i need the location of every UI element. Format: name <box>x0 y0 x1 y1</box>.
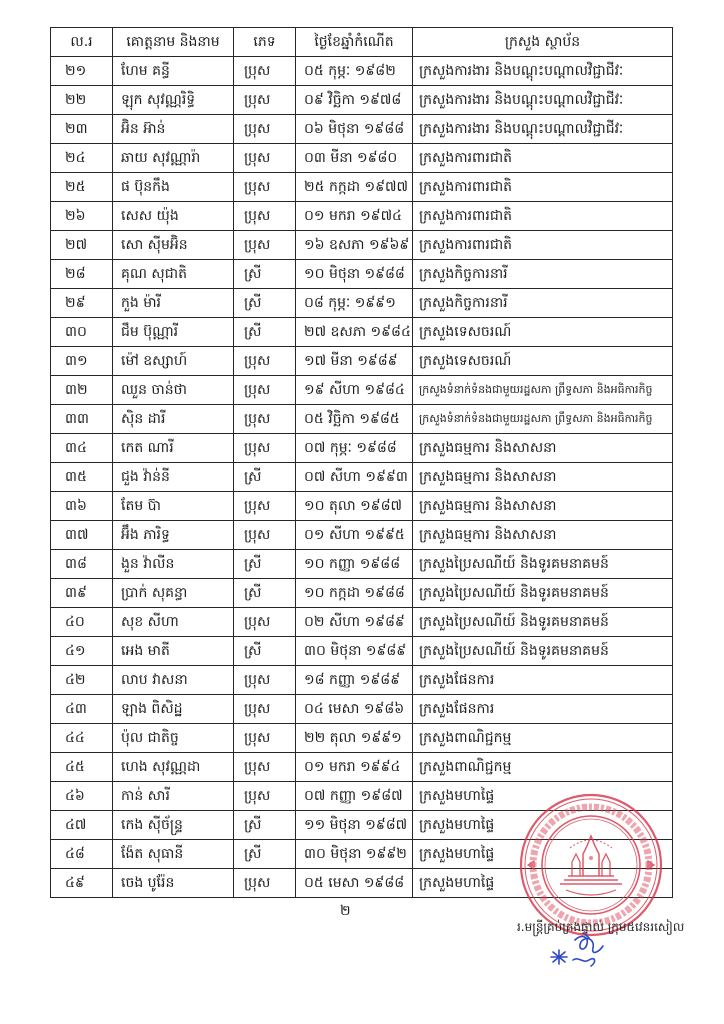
row-number-cell: ៣៩ <box>51 579 113 608</box>
birth-date-cell: ០៩ វិច្ឆិកា ១៩៧៨ <box>296 86 413 115</box>
table-row <box>51 57 673 86</box>
birth-date-cell: ៣០ មិថុនា ១៩៩២ <box>296 840 413 869</box>
ministry-cell: ក្រសួងមហាផ្ទៃ <box>413 840 673 869</box>
table-row <box>51 115 673 144</box>
table-row <box>51 869 673 898</box>
name-cell: កួង ម៉ារី <box>113 289 234 318</box>
sex-cell: ប្រុស <box>234 724 296 753</box>
personnel-table <box>50 27 673 898</box>
row-number-cell: ៤១ <box>51 637 113 666</box>
name-cell: អេង មាតី <box>113 637 234 666</box>
row-number-cell: ២៨ <box>51 260 113 289</box>
name-cell: ផ ប៊ុនកឹង <box>113 173 234 202</box>
table-row <box>51 637 673 666</box>
table-row <box>51 550 673 579</box>
birth-date-cell: ១៧ មីនា ១៩៨៩ <box>296 347 413 376</box>
sex-cell: ប្រុស <box>234 115 296 144</box>
sex-cell: ស្រី <box>234 579 296 608</box>
ministry-cell: ក្រសួងទំនាក់ទំនងជាមួយរដ្ឋសភា ព្រឹទ្ធសភា និងអធិការកិច្ច <box>413 376 673 405</box>
header-sex: ភេទ <box>234 28 296 57</box>
ministry-cell: ក្រសួងការពារជាតិ <box>413 173 673 202</box>
birth-date-cell: ០៧ កុម្ភៈ ១៩៨៨ <box>296 434 413 463</box>
row-number-cell: ៤៨ <box>51 840 113 869</box>
ministry-cell: ក្រសួងទេសចរណ៍ <box>413 347 673 376</box>
sex-cell: ស្រី <box>234 840 296 869</box>
sex-cell: ប្រុស <box>234 869 296 898</box>
ministry-cell: ក្រសួងធម្មការ និងសាសនា <box>413 492 673 521</box>
row-number-cell: ៣២ <box>51 376 113 405</box>
table-header <box>51 28 673 57</box>
header-no: ល.រ <box>51 28 113 57</box>
name-cell: សោ ស៊ីមអ៊ិន <box>113 231 234 260</box>
sex-cell: ប្រុស <box>234 376 296 405</box>
table-body <box>51 57 673 898</box>
birth-date-cell: ០៤ មេសា ១៩៨៦ <box>296 695 413 724</box>
name-cell: ស៊ិន ដារី <box>113 405 234 434</box>
birth-date-cell: ១៩ សីហា ១៩៨៤ <box>296 376 413 405</box>
table-row <box>51 434 673 463</box>
table-row <box>51 86 673 115</box>
sex-cell: ប្រុស <box>234 695 296 724</box>
birth-date-cell: ០១ មករា ១៩៧៤ <box>296 202 413 231</box>
ministry-cell: ក្រសួងធម្មការ និងសាសនា <box>413 463 673 492</box>
name-cell: តែម ប៊ា <box>113 492 234 521</box>
birth-date-cell: ២៥ កក្កដា ១៩៧៧ <box>296 173 413 202</box>
name-cell: កាន់ សារី <box>113 782 234 811</box>
row-number-cell: ៣៤ <box>51 434 113 463</box>
sex-cell: ប្រុស <box>234 666 296 695</box>
table-row <box>51 753 673 782</box>
birth-date-cell: ០៧ កញ្ញា ១៩៨៧ <box>296 782 413 811</box>
ministry-cell: ក្រសួងមហាផ្ទៃ <box>413 811 673 840</box>
ministry-cell: ក្រសួងការពារជាតិ <box>413 144 673 173</box>
row-number-cell: ២៥ <box>51 173 113 202</box>
ministry-cell: ក្រសួងការពារជាតិ <box>413 231 673 260</box>
name-cell: ឡុក សុវណ្ណរិទ្ធិ <box>113 86 234 115</box>
row-number-cell: ២២ <box>51 86 113 115</box>
name-cell: ឡាង ពិសិដ្ឋ <box>113 695 234 724</box>
sex-cell: ស្រី <box>234 260 296 289</box>
ministry-cell: ក្រសួងធម្មការ និងសាសនា <box>413 434 673 463</box>
birth-date-cell: ១១ មិថុនា ១៩៨៧ <box>296 811 413 840</box>
table-row <box>51 724 673 753</box>
ministry-cell: ក្រសួងទេសចរណ៍ <box>413 318 673 347</box>
birth-date-cell: ១៦ ឧសភា ១៩៦៩ <box>296 231 413 260</box>
birth-date-cell: ០១ សីហា ១៩៩៥ <box>296 521 413 550</box>
header-name: គោត្តនាម និងនាម <box>113 28 234 57</box>
ministry-cell: ក្រសួងកិច្ចការនារី <box>413 260 673 289</box>
birth-date-cell: ២៧ ឧសភា ១៩៨៤ <box>296 318 413 347</box>
sex-cell: ប្រុស <box>234 86 296 115</box>
ministry-cell: ក្រសួងការពារជាតិ <box>413 202 673 231</box>
sex-cell: ប្រុស <box>234 202 296 231</box>
name-cell: ម៉ៅ ឧស្សាហ៍ <box>113 347 234 376</box>
ministry-cell: ក្រសួងប្រៃសណីយ៍ និងទូរគមនាគមន៍ <box>413 550 673 579</box>
table-row <box>51 492 673 521</box>
row-number-cell: ២៤ <box>51 144 113 173</box>
header-row <box>51 28 673 57</box>
row-number-cell: ២៦ <box>51 202 113 231</box>
row-number-cell: ៣០ <box>51 318 113 347</box>
table-row <box>51 376 673 405</box>
row-number-cell: ៤២ <box>51 666 113 695</box>
table-row <box>51 811 673 840</box>
name-cell: សុខ សីហា <box>113 608 234 637</box>
sex-cell: ស្រី <box>234 550 296 579</box>
birth-date-cell: ០៣ មីនា ១៩៨០ <box>296 144 413 173</box>
birth-date-cell: ០២ សីហា ១៩៨៩ <box>296 608 413 637</box>
row-number-cell: ៣៥ <box>51 463 113 492</box>
ministry-cell: ក្រសួងប្រៃសណីយ៍ និងទូរគមនាគមន៍ <box>413 608 673 637</box>
table-row <box>51 289 673 318</box>
ministry-cell: ក្រសួងមហាផ្ទៃ <box>413 782 673 811</box>
row-number-cell: ៣៣ <box>51 405 113 434</box>
table-row <box>51 347 673 376</box>
table-row <box>51 579 673 608</box>
sex-cell: ប្រុស <box>234 521 296 550</box>
row-number-cell: ៣១ <box>51 347 113 376</box>
ministry-cell: ក្រសួងផែនការ <box>413 666 673 695</box>
sex-cell: ស្រី <box>234 289 296 318</box>
row-number-cell: ២៣ <box>51 115 113 144</box>
sex-cell: ប្រុស <box>234 57 296 86</box>
ministry-cell: ក្រសួងធម្មការ និងសាសនា <box>413 521 673 550</box>
sex-cell: ប្រុស <box>234 753 296 782</box>
sex-cell: ស្រី <box>234 811 296 840</box>
sex-cell: ស្រី <box>234 637 296 666</box>
footer-note: រ.មន្ត្រីគ្រប់គ្រងផ្ទាល់ ក្រុម៥វេនរសៀល <box>517 920 685 934</box>
table-row <box>51 840 673 869</box>
row-number-cell: ២១ <box>51 57 113 86</box>
name-cell: ប្រាក់ សុគន្ធា <box>113 579 234 608</box>
name-cell: ឈួន ចាន់ថា <box>113 376 234 405</box>
name-cell: ជឹម ប៊ុណ្ណារី <box>113 318 234 347</box>
sex-cell: ប្រុស <box>234 144 296 173</box>
row-number-cell: ២៧ <box>51 231 113 260</box>
sex-cell: ប្រុស <box>234 405 296 434</box>
table-row <box>51 318 673 347</box>
birth-date-cell: ០៨ កុម្ភៈ ១៩៩១ <box>296 289 413 318</box>
sex-cell: ប្រុស <box>234 434 296 463</box>
name-cell: ហែម គន្ធី <box>113 57 234 86</box>
birth-date-cell: ០១ មករា ១៩៩៤ <box>296 753 413 782</box>
ministry-cell: ក្រសួងពាណិជ្ជកម្ម <box>413 724 673 753</box>
name-cell: ឆាយ សុវណ្ណារ៉ា <box>113 144 234 173</box>
name-cell: ហេង សុវណ្ណដា <box>113 753 234 782</box>
birth-date-cell: ១០ កក្កដា ១៩៨៨ <box>296 579 413 608</box>
table-row <box>51 173 673 202</box>
sex-cell: ប្រុស <box>234 782 296 811</box>
ministry-cell: ក្រសួងកិច្ចការនារី <box>413 289 673 318</box>
name-cell: កេង ស៊ីច័ន្ទ្រ <box>113 811 234 840</box>
ministry-cell: ក្រសួងផែនការ <box>413 695 673 724</box>
sex-cell: ប្រុស <box>234 608 296 637</box>
birth-date-cell: ០៦ មិថុនា ១៩៨៨ <box>296 115 413 144</box>
handwritten-signature <box>545 930 625 974</box>
birth-date-cell: ០៥ មេសា ១៩៨៨ <box>296 869 413 898</box>
row-number-cell: ៤៤ <box>51 724 113 753</box>
ministry-cell: ក្រសួងទំនាក់ទំនងជាមួយរដ្ឋសភា ព្រឹទ្ធសភា និងអធិការកិច្ច <box>413 405 673 434</box>
name-cell: អ៊ិន អ៊ាន់ <box>113 115 234 144</box>
birth-date-cell: ៣០ មិថុនា ១៩៨៩ <box>296 637 413 666</box>
birth-date-cell: ១០ មិថុនា ១៩៨៨ <box>296 260 413 289</box>
row-number-cell: ៤៩ <box>51 869 113 898</box>
table-row <box>51 202 673 231</box>
row-number-cell: ៣៨ <box>51 550 113 579</box>
table-row <box>51 231 673 260</box>
name-cell: ចេង បូរ៉ែន <box>113 869 234 898</box>
name-cell: គុណ សុជាតិ <box>113 260 234 289</box>
table-row <box>51 608 673 637</box>
page-number: ២ <box>340 903 351 919</box>
row-number-cell: ៤០ <box>51 608 113 637</box>
name-cell: សេស យ៉ុង <box>113 202 234 231</box>
name-cell: ង៉ែត សុធានី <box>113 840 234 869</box>
row-number-cell: ៤៣ <box>51 695 113 724</box>
birth-date-cell: ០៧ សីហា ១៩៩៣ <box>296 463 413 492</box>
name-cell: កេត ណារី <box>113 434 234 463</box>
ministry-cell: ក្រសួងការងារ និងបណ្តុះបណ្តាលវិជ្ជាជីវៈ <box>413 115 673 144</box>
row-number-cell: ៣៦ <box>51 492 113 521</box>
header-ministry: ក្រសួង ស្ថាប័ន <box>413 28 673 57</box>
sex-cell: ប្រុស <box>234 231 296 260</box>
row-number-cell: ៤៧ <box>51 811 113 840</box>
name-cell: ជួង វ៉ាន់នី <box>113 463 234 492</box>
table-row <box>51 405 673 434</box>
sex-cell: ប្រុស <box>234 173 296 202</box>
birth-date-cell: ០៥ វិច្ឆិកា ១៩៨៥ <box>296 405 413 434</box>
row-number-cell: ៣៧ <box>51 521 113 550</box>
sex-cell: ប្រុស <box>234 492 296 521</box>
name-cell: ប៉ុល ជាតិច្ច <box>113 724 234 753</box>
name-cell: លាប វាសនា <box>113 666 234 695</box>
sex-cell: ស្រី <box>234 463 296 492</box>
table-row <box>51 144 673 173</box>
birth-date-cell: ១០ តុលា ១៩៨៧ <box>296 492 413 521</box>
sex-cell: ស្រី <box>234 318 296 347</box>
table-row <box>51 521 673 550</box>
ministry-cell: ក្រសួងប្រៃសណីយ៍ និងទូរគមនាគមន៍ <box>413 637 673 666</box>
name-cell: អ៊ឹង ភារិទ្ធ <box>113 521 234 550</box>
birth-date-cell: ២២ តុលា ១៩៩១ <box>296 724 413 753</box>
table-row <box>51 666 673 695</box>
table-row <box>51 695 673 724</box>
ministry-cell: ក្រសួងការងារ និងបណ្តុះបណ្តាលវិជ្ជាជីវៈ <box>413 86 673 115</box>
ministry-cell: ក្រសួងមហាផ្ទៃ <box>413 869 673 898</box>
table-row <box>51 782 673 811</box>
row-number-cell: ៤៦ <box>51 782 113 811</box>
row-number-cell: ២៩ <box>51 289 113 318</box>
ministry-cell: ក្រសួងការងារ និងបណ្តុះបណ្តាលវិជ្ជាជីវៈ <box>413 57 673 86</box>
birth-date-cell: ០៥ កុម្ភៈ ១៩៨២ <box>296 57 413 86</box>
sex-cell: ប្រុស <box>234 347 296 376</box>
table-row <box>51 260 673 289</box>
ministry-cell: ក្រសួងពាណិជ្ជកម្ម <box>413 753 673 782</box>
birth-date-cell: ១៨ កញ្ញា ១៩៨៩ <box>296 666 413 695</box>
header-birth-date: ថ្ងៃខែឆ្នាំកំណើត <box>296 28 413 57</box>
name-cell: ងួន វ៉ាលីន <box>113 550 234 579</box>
birth-date-cell: ១០ កញ្ញា ១៩៨៨ <box>296 550 413 579</box>
table-row <box>51 463 673 492</box>
ministry-cell: ក្រសួងប្រៃសណីយ៍ និងទូរគមនាគមន៍ <box>413 579 673 608</box>
row-number-cell: ៤៥ <box>51 753 113 782</box>
